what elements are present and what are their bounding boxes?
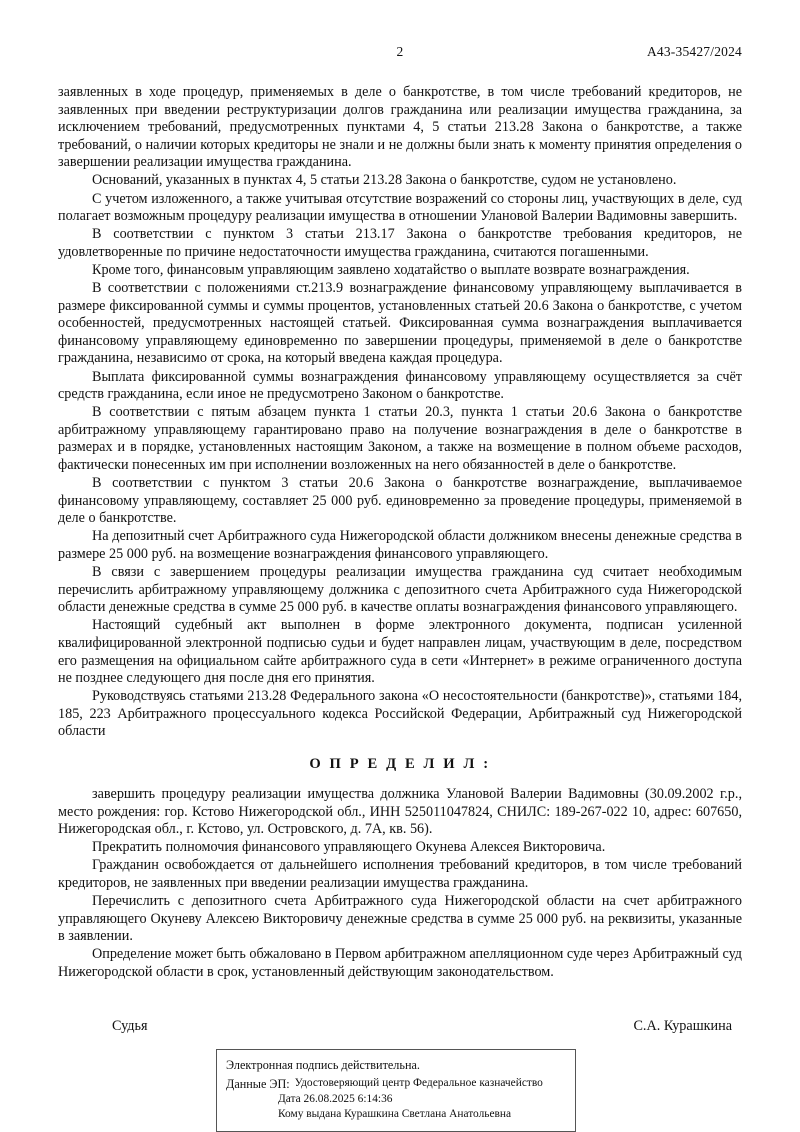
ruling-paragraph: Гражданин освобождается от дальнейшего исполнения требований кредиторов, в том числе требований кредиторов, не заявленных при введении реализации имущества гражданина. xyxy=(58,857,742,891)
ruling-paragraph: завершить процедуру реализации имущества должника Улановой Валерии Вадимовны (30.09.2002 г.р., место рождения: гор. Кстово Нижегородской обл., ИНН 525011047824, СНИЛС: 189-267-022 10, адрес: 607650, Нижегородская обл., г. Кстово, ул. Островского, д. 7А, кв. 56). xyxy=(58,785,742,838)
paragraph: В соответствии с пятым абзацем пункта 1 статьи 20.3, пункта 1 статьи 20.6 Закона о банкротстве арбитражному управляющему гарантировано право на получение вознаграждения в деле о банкротстве в размерах и в порядке, установленных настоящим Законом, а также на возмещение в полном объеме расходов, фактически понесенных им при исполнении возложенных на него обязанностей в деле о банкротстве. xyxy=(58,404,742,473)
judge-role: Судья xyxy=(112,1017,148,1034)
page-number: 2 xyxy=(396,44,404,59)
paragraph: Выплата фиксированной суммы вознаграждения финансовому управляющему осуществляется за счёт средств гражданина, если иное не предусмотрено Законом о банкротстве. xyxy=(58,368,742,403)
ruling-heading: О П Р Е Д Е Л И Л : xyxy=(309,755,491,772)
ruling-paragraph: Прекратить полномочия финансового управляющего Окунева Алексея Викторовича. xyxy=(92,839,606,856)
signature-data-label: Данные ЭП: xyxy=(226,1076,290,1091)
paragraph: На депозитный счет Арбитражного суда Нижегородской области должником внесены денежные средства в размере 25 000 руб. на возмещение вознаграждения финансового управляющего. xyxy=(58,528,742,562)
ruling-paragraph: Определение может быть обжаловано в Первом арбитражном апелляционном суде через Арбитражный суд Нижегородской области в срок, установленный действующим законодательством. xyxy=(58,946,742,980)
document-body xyxy=(58,84,742,982)
paragraph: Оснований, указанных в пунктах 4, 5 статьи 213.28 Закона о банкротстве, судом не установлено. xyxy=(92,172,677,189)
paragraph: В соответствии с пунктом 3 статьи 20.6 Закона о банкротстве вознаграждение, выплачиваемое финансовому управляющему, составляет 25 000 руб. единовременно за проведение процедуры, применяемой в деле о банкротстве. xyxy=(58,475,742,527)
page-header xyxy=(58,44,742,62)
paragraph: заявленных в ходе процедур, применяемых в деле о банкротстве, в том числе требований кредиторов, не заявленных при введении реструктуризации долгов гражданина или реализации имущества гражданина, за исключением требований, предусмотренных пунктами 4, 5 статьи 213.28 Закона о банкротстве, а также требований, о наличии которых кредиторы не знали и не должны были знать к моменту принятия определения о завершении реализации имущества гражданина. xyxy=(58,84,742,171)
signature-issuer: Удостоверяющий центр Федеральное казначейство xyxy=(294,1076,543,1089)
signature-date: Дата 26.08.2025 6:14:36 xyxy=(278,1092,393,1105)
paragraph: В соответствии с пунктом 3 статьи 213.17 Закона о банкротстве требования кредиторов, не удовлетворенные по причине недостаточности имущества гражданина, считаются погашенными. xyxy=(58,226,742,260)
paragraph: В связи с завершением процедуры реализации имущества гражданина суд считает необходимым перечислить арбитражному управляющему должника с депозитного счета Арбитражного суда Нижегородской области денежные средства в сумме 25 000 руб. в качестве оплаты вознаграждения финансового управляющего. xyxy=(58,564,742,616)
ruling-paragraph: Перечислить с депозитного счета Арбитражного суда Нижегородской области на счет арбитражного управляющего Окуневу Алексею Викторовичу денежные средства в сумме 25 000 руб. на реквизиты, указанные в заявлении. xyxy=(58,893,742,945)
signature-recipient: Кому выдана Курашкина Светлана Анатольевна xyxy=(278,1107,512,1120)
judge-name: С.А. Курашкина xyxy=(633,1017,732,1034)
paragraph: Кроме того, финансовым управляющим заявлено ходатайство о выплате возврате вознаграждения. xyxy=(92,261,690,278)
paragraph: В соответствии с положениями ст.213.9 вознаграждение финансовому управляющему выплачивается в размере фиксированной суммы и суммы процентов, установленных статьей 20.6 Закона о банкротстве, с учетом особенностей, предусмотренных настоящей статьей. Фиксированная сумма вознаграждения выплачивается финансовому управляющему единовременно по завершении процедуры, применяемой в деле о банкротстве гражданина, независимо от срока, на который введена каждая процедура. xyxy=(58,280,742,367)
signature-valid-text: Электронная подпись действительна. xyxy=(226,1057,420,1072)
paragraph: Руководствуясь статьями 213.28 Федерального закона «О несостоятельности (банкротстве)», статьями 184, 185, 223 Арбитражного процессуального кодекса Российской Федерации, Арбитражный суд Нижегородской области xyxy=(58,688,742,740)
electronic-signature-stamp xyxy=(216,1049,576,1132)
signature-block xyxy=(58,1018,742,1035)
paragraph: С учетом изложенного, а также учитывая отсутствие возражений со стороны лиц, участвующих в деле, суд полагает возможным процедуру реализации имущества в отношении Улановой Валерии Вадимовны завершить. xyxy=(58,190,742,225)
paragraph: Настоящий судебный акт выполнен в форме электронного документа, подписан усиленной квалифицированной электронной подписью судьи и будет направлен лицам, участвующим в деле, посредством его размещения на официальном сайте арбитражного суда в сети «Интернет» в режиме ограниченного доступа не позднее следующего дня после дня его принятия. xyxy=(58,617,742,687)
case-number: А43-35427/2024 xyxy=(646,44,742,59)
